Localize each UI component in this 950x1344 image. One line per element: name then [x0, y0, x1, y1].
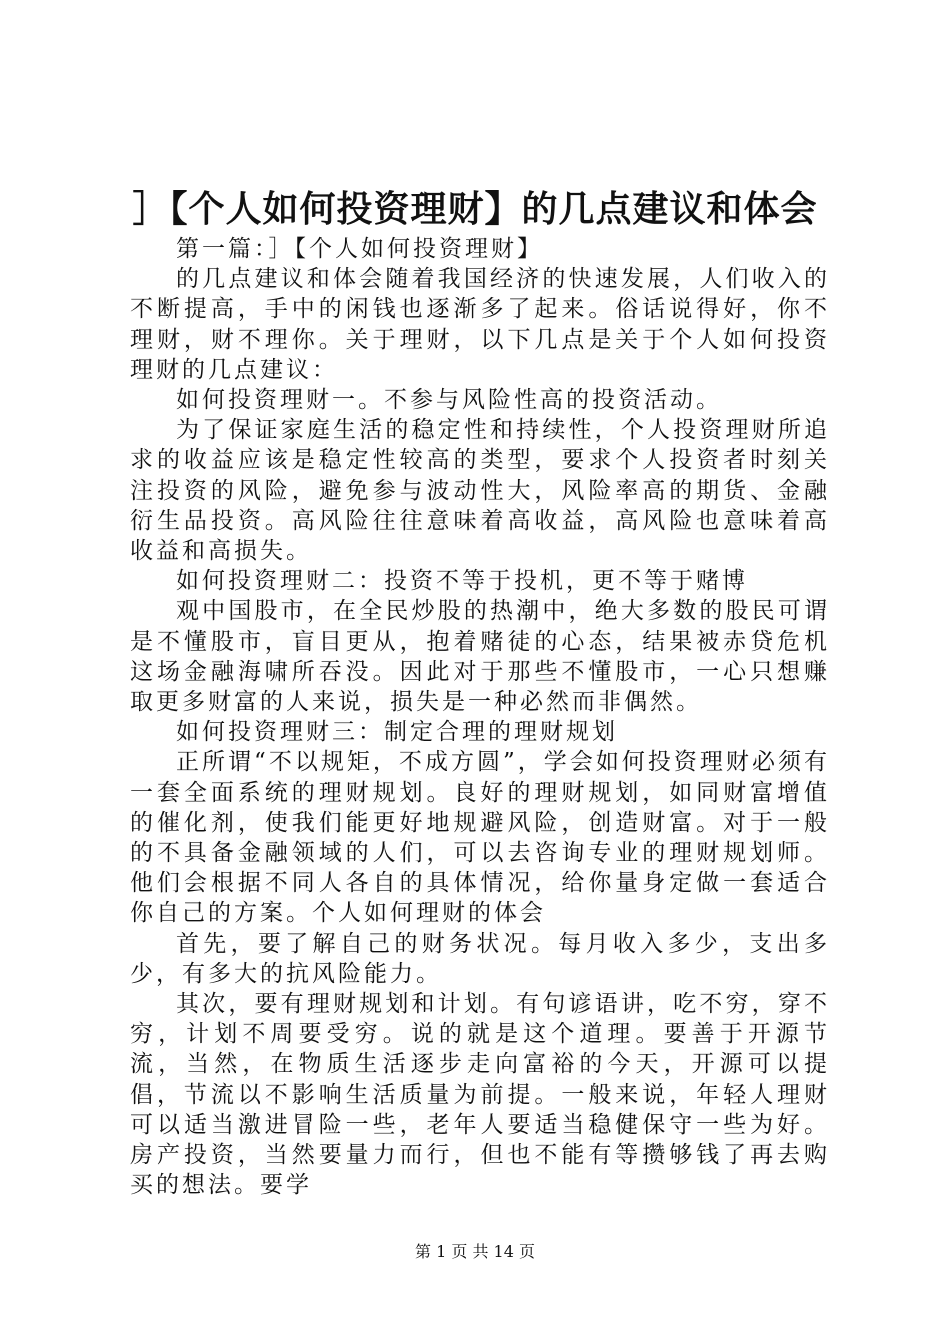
- page-footer: 第 1 页 共 14 页: [415, 1242, 535, 1261]
- paragraph: 如何投资理财一。不参与风险性高的投资活动。: [176, 387, 722, 414]
- paragraph: 如何投资理财三：制定合理的理财规划: [176, 719, 618, 746]
- paragraph: 观中国股市，在全民炒股的热潮中，绝大多数的股民可谓是不懂股市，盲目更从，抱着赌徒的心态，结果被赤贷危机这场金融海啸所吞没。因此对于那些不懂股市，一心只想赚取更多财富的人来说，损失是一种必然而非偶然。: [130, 598, 830, 716]
- document-title: ］【个人如何投资理财】的几点建议和体会: [132, 188, 818, 230]
- paragraph: 首先，要了解自己的财务状况。每月收入多少，支出多少，有多大的抗风险能力。: [130, 930, 830, 987]
- paragraph: 如何投资理财二：投资不等于投机，更不等于赌博: [176, 568, 748, 595]
- paragraph: 第一篇：］【个人如何投资理财】: [176, 236, 543, 262]
- document-body: [130, 234, 830, 1201]
- paragraph: 正所谓“不以规矩，不成方圆”，学会如何投资理财必须有一套全面系统的理财规划。良好的理财规划，如同财富增值的催化剂，使我们能更好地规避风险，创造财富。对于一般的不具备金融领域的人们，可以去咨询专业的理财规划师。他们会根据不同人各自的具体情况，给你量身定做一套适合你自己的方案。个人如何理财的体会: [130, 749, 830, 927]
- paragraph: 的几点建议和体会随着我国经济的快速发展，人们收入的不断提高，手中的闲钱也逐渐多了起来。俗话说得好，你不理财，财不理你。关于理财，以下几点是关于个人如何投资理财的几点建议：: [130, 266, 830, 383]
- paragraph: 为了保证家庭生活的稳定性和持续性，个人投资理财所追求的收益应该是稳定性较高的类型，要求个人投资者时刻关注投资的风险，避免参与波动性大，风险率高的期货、金融衍生品投资。高风险往往意味着高收益，高风险也意味着高收益和高损失。: [130, 417, 830, 565]
- paragraph: 其次，要有理财规划和计划。有句谚语讲，吃不穷，穿不穷，计划不周要受穷。说的就是这个道理。要善于开源节流，当然，在物质生活逐步走向富裕的今天，开源可以提倡，节流以不影响生活质量为前提。一般来说，年轻人理财可以适当激进冒险一些，老年人要适当稳健保守一些为好。房产投资，当然要量力而行，但也不能有等攒够钱了再去购买的想法。要学: [130, 991, 830, 1199]
